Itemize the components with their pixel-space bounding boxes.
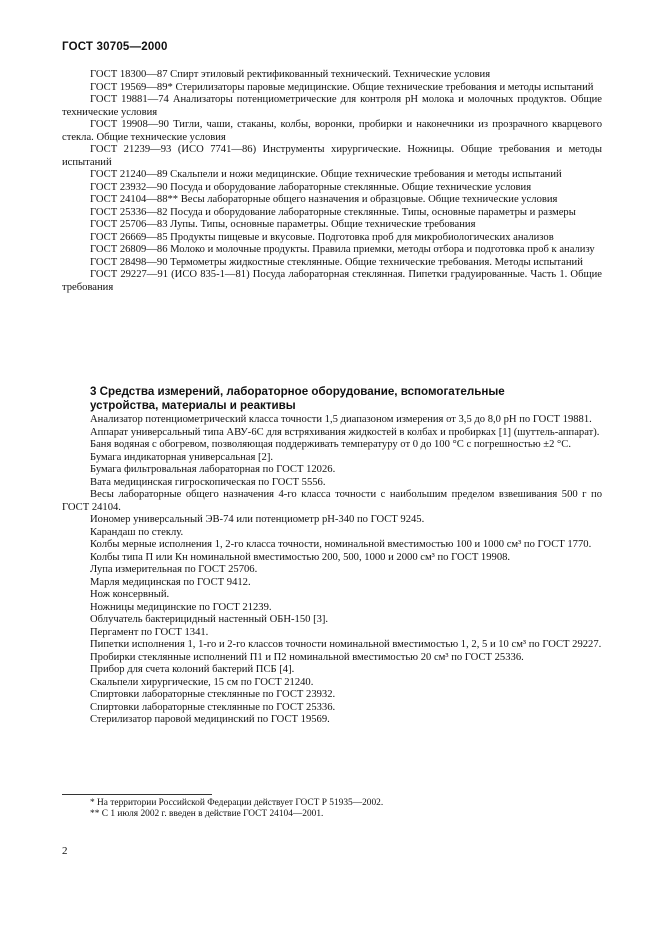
- equipment-item: Ножницы медицинские по ГОСТ 21239.: [90, 601, 272, 613]
- footnote-item: * На территории Российской Федерации действует ГОСТ Р 51935—2002.: [90, 798, 384, 808]
- reference-item: ГОСТ 28498—90 Термометры жидкостные стеклянные. Общие технические требования. Методы испытаний: [90, 256, 583, 268]
- equipment-item: Стерилизатор паровой медицинский по ГОСТ 19569.: [90, 714, 330, 725]
- reference-item: ГОСТ 19908—90 Тигли, чаши, стаканы, колбы, воронки, пробирки и наконечники из прозрачного кварцевого стекла. Общие технические условия: [62, 119, 602, 143]
- footnote-divider: [62, 794, 212, 795]
- equipment-item: Скальпели хирургические, 15 см по ГОСТ 21240.: [90, 676, 314, 688]
- reference-item: ГОСТ 24104—88** Весы лабораторные общего назначения и образцовые. Общие технические условия: [90, 194, 558, 205]
- reference-item: ГОСТ 19569—89* Стерилизаторы паровые медицинские. Общие технические требования и методы испытаний: [90, 81, 594, 93]
- section-heading: [90, 385, 610, 413]
- section-heading-line: устройства, материалы и реактивы: [90, 399, 296, 412]
- equipment-item: Прибор для счета колоний бактерий ПСБ [4].: [90, 664, 295, 675]
- section-heading-line: 3 Средства измерений, лабораторное оборудование, вспомогательные: [90, 385, 505, 398]
- equipment-item: Весы лабораторные общего назначения 4-го класса точности с наибольшим пределом взвешивания 500 г по ГОСТ 24104.: [62, 489, 602, 513]
- normative-references: [62, 69, 602, 294]
- reference-item: ГОСТ 18300—87 Спирт этиловый ректификованный технический. Технические условия: [90, 69, 491, 80]
- equipment-item: Баня водяная с обогревом, позволяющая поддерживать температуру от 0 до 100 °С с погрешностью ±2 °С.: [90, 439, 571, 450]
- equipment-item: Колбы типа П или Кн номинальной вместимостью 200, 500, 1000 и 2000 см³ по ГОСТ 19908.: [90, 551, 511, 563]
- equipment-list: [62, 414, 602, 727]
- reference-item: ГОСТ 21239—93 (ИСО 7741—86) Инструменты хирургические. Ножницы. Общие требования и методы испытаний: [62, 144, 602, 168]
- equipment-item: Спиртовки лабораторные стеклянные по ГОСТ 23932.: [90, 689, 336, 700]
- equipment-item: Колбы мерные исполнения 1, 2-го класса точности, номинальной вместимостью 100 и 1000 см³ по ГОСТ 1770.: [90, 539, 592, 550]
- equipment-item: Иономер универсальный ЭВ-74 или потенциометр рН-340 по ГОСТ 9245.: [90, 514, 425, 525]
- footnotes: [62, 798, 602, 820]
- equipment-item: Анализатор потенциометрический класса точности 1,5 диапазоном измерения от 3,5 до 8,0 рН по ГОСТ 19881.: [90, 414, 592, 425]
- page-number: 2: [62, 845, 68, 857]
- reference-item: ГОСТ 21240—89 Скальпели и ножи медицинские. Общие технические требования и методы испытаний: [90, 169, 562, 180]
- reference-item: ГОСТ 26809—86 Молоко и молочные продукты. Правила приемки, методы отбора и подготовка проб к анализу: [90, 244, 595, 255]
- equipment-item: Вата медицинская гигроскопическая по ГОСТ 5556.: [90, 476, 326, 488]
- equipment-item: Пробирки стеклянные исполнений П1 и П2 номинальной вместимостью 20 см³ по ГОСТ 25336.: [90, 651, 524, 663]
- reference-item: ГОСТ 25336—82 Посуда и оборудование лабораторные стеклянные. Типы, основные параметры и размеры: [90, 206, 576, 218]
- equipment-item: Нож консервный.: [90, 589, 170, 600]
- reference-item: ГОСТ 26669—85 Продукты пищевые и вкусовые. Подготовка проб для микробиологических анализов: [90, 231, 554, 243]
- equipment-item: Облучатель бактерицидный настенный ОБН-150 [3].: [90, 614, 329, 625]
- equipment-item: Марля медицинская по ГОСТ 9412.: [90, 576, 251, 588]
- reference-item: ГОСТ 29227—91 (ИСО 835-1—81) Посуда лабораторная стеклянная. Пипетки градуированные. Часть 1. Общие требования: [62, 269, 602, 293]
- footnote-item: ** С 1 июля 2002 г. введен в действие ГОСТ 24104—2001.: [90, 809, 324, 819]
- equipment-item: Пипетки исполнения 1, 1-го и 2-го классов точности номинальной вместимостью 1, 2, 5 и 10 см³ по ГОСТ 29227.: [90, 639, 602, 650]
- equipment-item: Лупа измерительная по ГОСТ 25706.: [90, 564, 258, 575]
- reference-item: ГОСТ 19881—74 Анализаторы потенциометрические для контроля рН молока и молочных продуктов. Общие технические условия: [62, 94, 602, 118]
- reference-item: ГОСТ 23932—90 Посуда и оборудование лабораторные стеклянные. Общие технические условия: [90, 181, 532, 193]
- equipment-item: Бумага фильтровальная лабораторная по ГОСТ 12026.: [90, 464, 336, 475]
- reference-item: ГОСТ 25706—83 Лупы. Типы, основные параметры. Общие технические требования: [90, 219, 476, 230]
- equipment-item: Бумага индикаторная универсальная [2].: [90, 451, 274, 463]
- page-header: ГОСТ 30705—2000: [62, 41, 168, 53]
- equipment-item: Аппарат универсальный типа АВУ-6С для встряхивания жидкостей в колбах и пробирках [1] (шуттель-аппарат).: [90, 426, 600, 438]
- equipment-item: Карандаш по стеклу.: [90, 526, 184, 538]
- equipment-item: Спиртовки лабораторные стеклянные по ГОСТ 25336.: [90, 701, 336, 713]
- equipment-item: Пергамент по ГОСТ 1341.: [90, 626, 209, 638]
